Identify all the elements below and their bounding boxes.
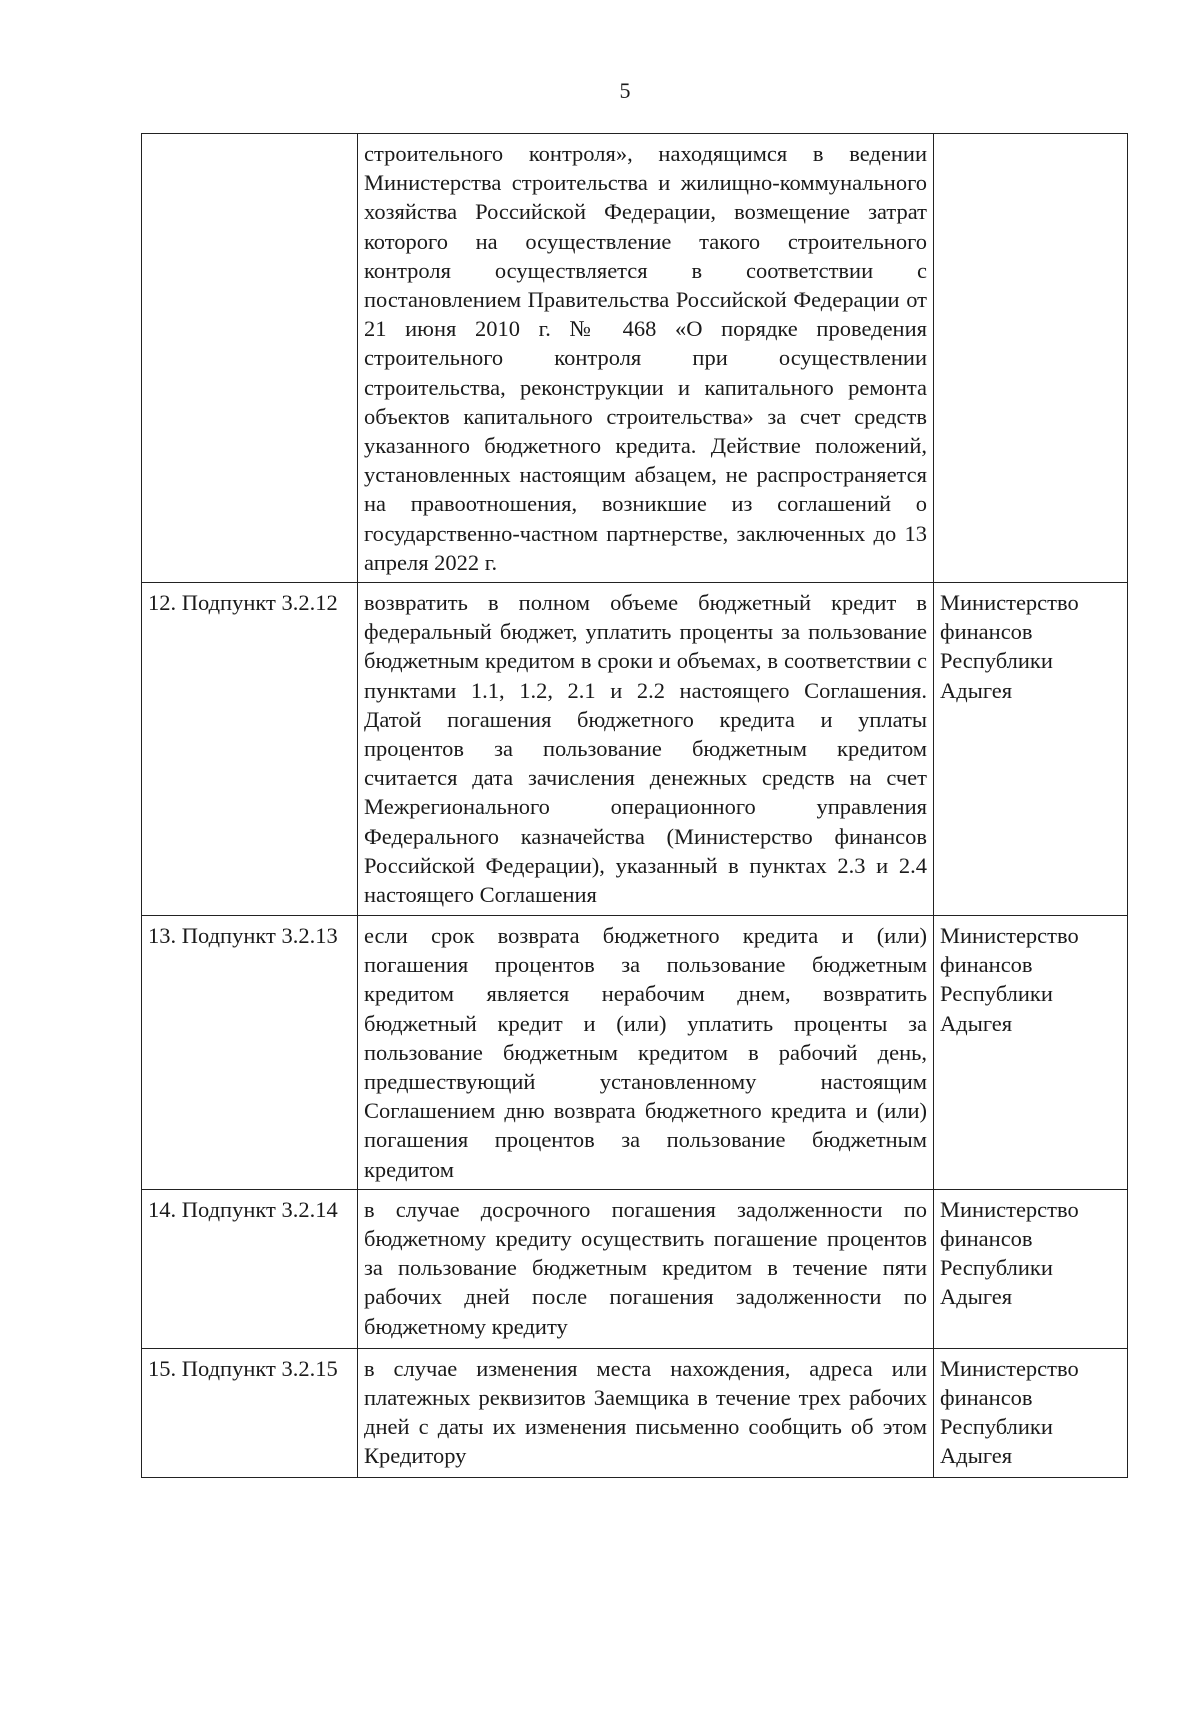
row-number-cell <box>142 134 358 583</box>
row-executor-cell: Министерство финансов Республики Адыгея <box>934 916 1128 1190</box>
row-number-cell: 14. Подпункт 3.2.14 <box>142 1189 358 1348</box>
row-text-cell: в случае досрочного погашения задолженности по бюджетному кредиту осуществить погашение процентов за пользование бюджетным кредитом в течение пяти рабочих дней после погашения задолженности по бюджетному кредиту <box>358 1189 934 1348</box>
table-row <box>142 1348 1128 1477</box>
row-number-cell: 13. Подпункт 3.2.13 <box>142 916 358 1190</box>
row-text-cell: возвратить в полном объеме бюджетный кредит в федеральный бюджет, уплатить проценты за пользование бюджетным кредитом в сроки и объемах, в соответствии с пунктами 1.1, 1.2, 2.1 и 2.2 настоящего Соглашения. Датой погашения бюджетного кредита и уплаты процентов за пользование бюджетным кредитом считается дата зачисления денежных средств на счет Межрегионального операционного управления Федерального казначейства (Министерство финансов Российской Федерации), указанный в пунктах 2.3 и 2.4 настоящего Соглашения <box>358 583 934 916</box>
table-row <box>142 134 1128 583</box>
table-row <box>142 1189 1128 1348</box>
row-executor-cell: Министерство финансов Республики Адыгея <box>934 583 1128 916</box>
row-text-cell: строительного контроля», находящимся в ведении Министерства строительства и жилищно-коммунального хозяйства Российской Федерации, возмещение затрат которого на осуществление такого строительного контроля осуществляется в соответствии с постановлением Правительства Российской Федерации от 21 июня 2010 г. № 468 «О порядке проведения строительного контроля при осуществлении строительства, реконструкции и капитального ремонта объектов капитального строительства» за счет средств указанного бюджетного кредита. Действие положений, установленных настоящим абзацем, не распространяется на правоотношения, возникшие из соглашений о государственно-частном партнерстве, заключенных до 13 апреля 2022 г. <box>358 134 934 583</box>
row-executor-cell: Министерство финансов Республики Адыгея <box>934 1189 1128 1348</box>
row-text-cell: если срок возврата бюджетного кредита и (или) погашения процентов за пользование бюджетным кредитом является нерабочим днем, возвратить бюджетный кредит и (или) уплатить проценты за пользование бюджетным кредитом в рабочий день, предшествующий установленному настоящим Соглашением дню возврата бюджетного кредита и (или) погашения процентов за пользование бюджетным кредитом <box>358 916 934 1190</box>
row-number-cell: 12. Подпункт 3.2.12 <box>142 583 358 916</box>
row-number-cell: 15. Подпункт 3.2.15 <box>142 1348 358 1477</box>
row-executor-cell: Министерство финансов Республики Адыгея <box>934 1348 1128 1477</box>
obligations-table <box>141 133 1128 1478</box>
page-number: 5 <box>619 78 631 103</box>
table-row <box>142 916 1128 1190</box>
row-executor-cell <box>934 134 1128 583</box>
table-row <box>142 583 1128 916</box>
row-text-cell: в случае изменения места нахождения, адреса или платежных реквизитов Заемщика в течение трех рабочих дней с даты их изменения письменно сообщить об этом Кредитору <box>358 1348 934 1477</box>
